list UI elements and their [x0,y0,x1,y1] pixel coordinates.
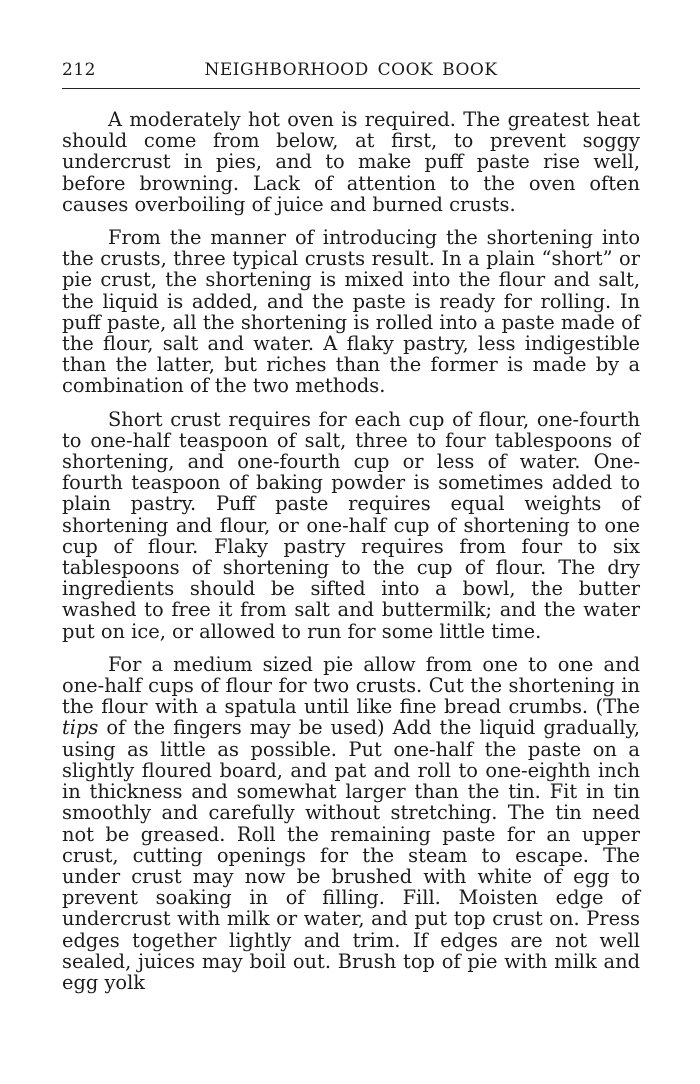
paragraph-crust-types: From the manner of introducing the shortening into the crusts, three typical crusts result. In a plain “short” or pie crust, the shortening is mixed into the flour and salt, the liquid is added, and the paste is ready for rolling. In puff paste, all the shortening is rolled into a paste made of the flour, salt and water. A flaky pastry, less indigestible than the latter, but riches than the former is made by a combination of the two methods. [62,226,640,398]
paragraph-oven-heat: A moderately hot oven is required. The greatest heat should come from below, at first, to prevent soggy undercrust in pies, and to make puff paste rise well, before browning. Lack of attention to the oven often causes overboiling of juice and burned crusts. [62,108,640,216]
pie-method-text-end: of the fingers may be used) Add the liquid gradually, using as little as possible. Put one-half the paste on a slightly floured board, and pat and roll to one-eighth inch in thickness and somewhat larger than the tin. Fit in tin smoothly and carefully without stretching. The tin need not be greased. Roll the remaining paste for an upper crust, cutting openings for the steam to escape. The under crust may now be brushed with white of egg to prevent soaking in of filling. Fill. Moisten edge of undercrust with milk or water, and put top crust on. Press edges together lightly and trim. If edges are not well sealed, juices may boil out. Brush top of pie with milk and egg yolk [62,716,640,994]
paragraph-short-crust: Short crust requires for each cup of flour, one-fourth to one-half teaspoon of salt, three to four tablespoons of shortening, and one-fourth cup or less of water. One-fourth teaspoon of baking powder is sometimes added to plain pastry. Puff paste requires equal weights of shortening and flour, or one-half cup of shortening to one cup of flour. Flaky pastry requires from four to six tablespoons of shortening to the cup of flour. The dry ingredients should be sifted into a bowl, the butter washed to free it from salt and buttermilk; and the water put on ice, or allowed to run for some little time. [62,407,640,643]
header-rule [62,88,640,89]
running-head [62,58,640,88]
page-number: 212 [62,60,96,80]
book-page [62,58,640,1005]
pie-method-text-start: For a medium sized pie allow from one to one and one-half cups of flour for two crusts. Cut the shortening in the flour with a spatula until like fine bread crumbs. (The [62,652,640,719]
body-text [62,109,640,993]
pie-method-italic-word: tips [62,716,99,740]
book-title: NEIGHBORHOOD COOK BOOK [204,60,498,80]
paragraph-pie-method [62,654,640,993]
